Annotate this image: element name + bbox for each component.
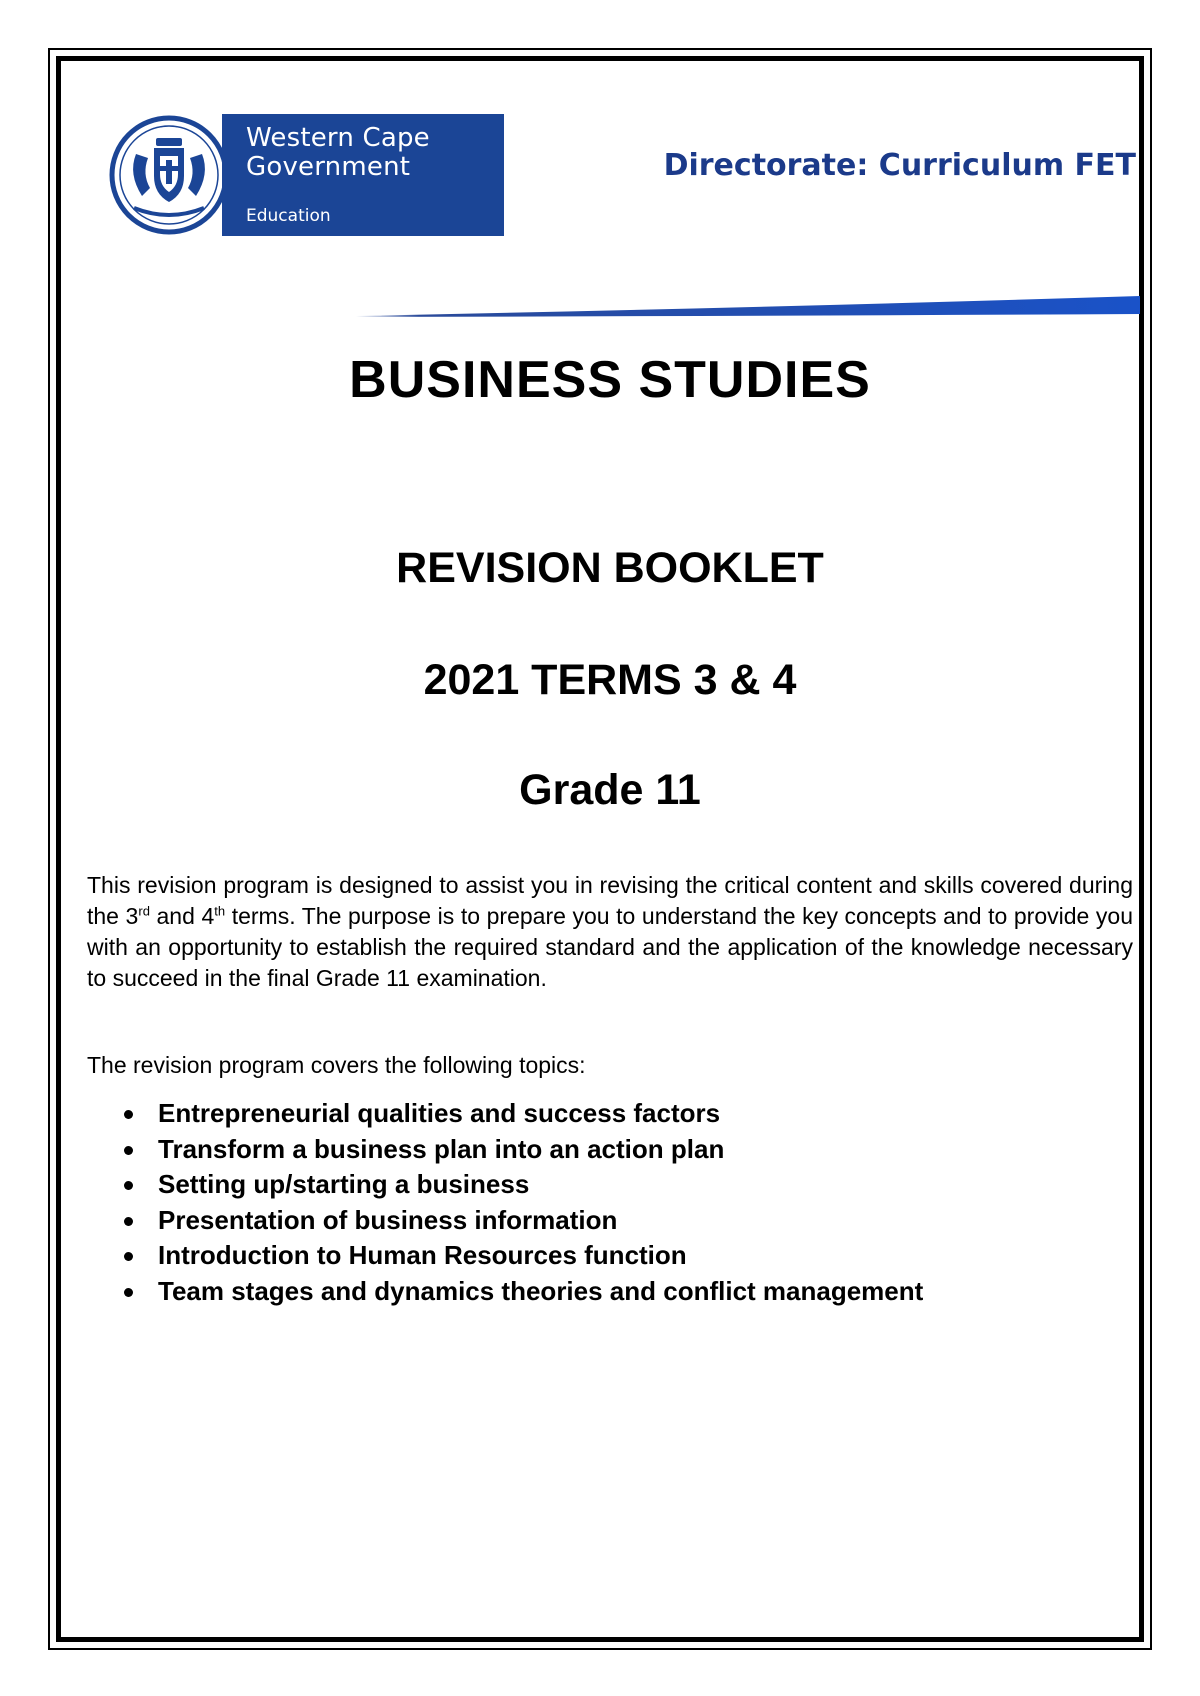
bullet-icon bbox=[124, 1288, 133, 1297]
list-item: Team stages and dynamics theories and conflict management bbox=[120, 1274, 923, 1310]
terms-title: 2021 TERMS 3 & 4 bbox=[423, 656, 797, 704]
grade-title: Grade 11 bbox=[519, 766, 701, 814]
list-item: Transform a business plan into an action plan bbox=[120, 1132, 923, 1168]
logo-text-western-cape: Western Cape bbox=[246, 123, 430, 153]
logo-text-education: Education bbox=[246, 206, 331, 226]
topics-list bbox=[120, 1096, 923, 1309]
topics-heading: The revision program covers the following topics: bbox=[87, 1052, 586, 1078]
bullet-icon bbox=[124, 1217, 133, 1226]
header-swoosh-divider bbox=[356, 292, 1140, 318]
logo-text-government: Government bbox=[246, 152, 411, 182]
coat-of-arms-icon bbox=[108, 114, 230, 236]
list-item: Entrepreneurial qualities and success factors bbox=[120, 1096, 923, 1132]
directorate-label: Directorate: Curriculum FET bbox=[663, 148, 1136, 183]
list-item: Presentation of business information bbox=[120, 1203, 923, 1239]
western-cape-government-logo bbox=[108, 114, 504, 236]
bullet-icon bbox=[124, 1181, 133, 1190]
bullet-icon bbox=[124, 1252, 133, 1261]
bullet-icon bbox=[124, 1110, 133, 1119]
subject-title: BUSINESS STUDIES bbox=[349, 351, 871, 409]
list-item: Introduction to Human Resources function bbox=[120, 1238, 923, 1274]
booklet-title: REVISION BOOKLET bbox=[396, 544, 824, 592]
bullet-icon bbox=[124, 1146, 133, 1155]
list-item: Setting up/starting a business bbox=[120, 1167, 923, 1203]
intro-paragraph: This revision program is designed to assist you in revising the critical content and skills covered during the 3rd and 4th terms. The purpose is to prepare you to understand the key concepts and to provide you with an opportunity to establish the required standard and the application of the knowledge necessary to succeed in the final Grade 11 examination. bbox=[87, 872, 1133, 991]
